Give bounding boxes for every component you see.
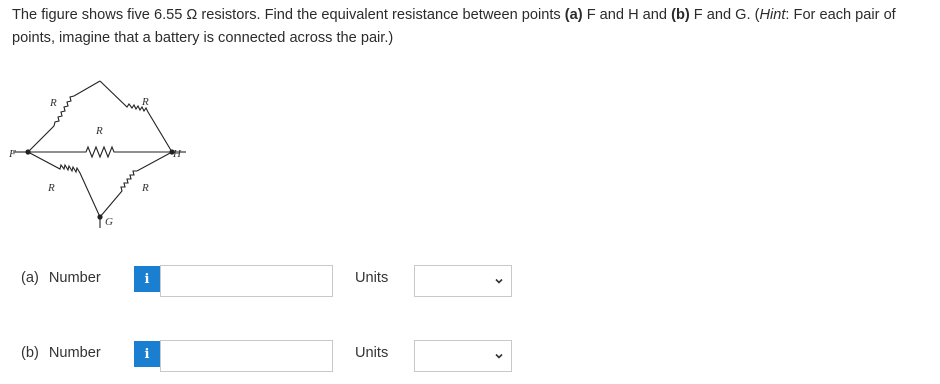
question-text-part3: F and G. ( bbox=[689, 7, 760, 23]
answer-b-part: (b) bbox=[21, 345, 39, 361]
answer-b-label bbox=[21, 345, 101, 361]
resistor-lower-right bbox=[100, 152, 172, 217]
circuit-diagram bbox=[8, 75, 198, 235]
resistor-upper-right bbox=[100, 81, 172, 152]
answer-a-part: (a) bbox=[21, 270, 39, 286]
node-g-dot bbox=[97, 214, 102, 219]
answer-b-units-select[interactable] bbox=[414, 340, 512, 372]
resistor-lower-left bbox=[28, 152, 100, 217]
node-f-dot bbox=[25, 149, 30, 154]
chevron-down-icon bbox=[494, 276, 504, 286]
answer-a-label bbox=[21, 270, 101, 286]
label-node-h: H bbox=[173, 148, 181, 160]
answer-b-number-input[interactable] bbox=[160, 340, 333, 372]
question-text-part4: : For each pair of points, imagine that a battery is connected across the pair.) bbox=[12, 7, 896, 46]
label-r-middle: R bbox=[96, 125, 103, 137]
info-icon[interactable]: i bbox=[134, 341, 160, 367]
label-r-upper-left: R bbox=[50, 97, 57, 109]
part-b-marker: (b) bbox=[671, 7, 690, 23]
info-icon[interactable]: i bbox=[134, 266, 160, 292]
question-text-part2: F and H and bbox=[582, 7, 672, 23]
label-r-lower-right: R bbox=[142, 182, 149, 194]
answer-row-a bbox=[0, 262, 940, 296]
label-r-upper-right: R bbox=[142, 96, 149, 108]
label-r-lower-left: R bbox=[48, 182, 55, 194]
label-node-f: F bbox=[9, 148, 16, 160]
answer-row-b bbox=[0, 337, 940, 371]
question-text bbox=[12, 4, 937, 50]
answer-b-units-label: Units bbox=[355, 345, 389, 361]
answer-b-number-label: Number bbox=[48, 345, 101, 361]
label-node-g: G bbox=[105, 216, 113, 228]
resistor-upper-left bbox=[28, 81, 100, 152]
answer-a-units-select[interactable] bbox=[414, 265, 512, 297]
chevron-down-icon bbox=[494, 351, 504, 361]
hint-label: Hint bbox=[759, 7, 786, 23]
answer-a-number-input[interactable] bbox=[160, 265, 333, 297]
question-text-part1: The figure shows five 6.55 Ω resistors. Find the equivalent resistance between points bbox=[12, 7, 565, 23]
part-a-marker: (a) bbox=[564, 7, 583, 23]
answer-a-number-label: Number bbox=[48, 270, 101, 286]
answer-a-units-label: Units bbox=[355, 270, 389, 286]
resistor-middle bbox=[28, 147, 172, 157]
